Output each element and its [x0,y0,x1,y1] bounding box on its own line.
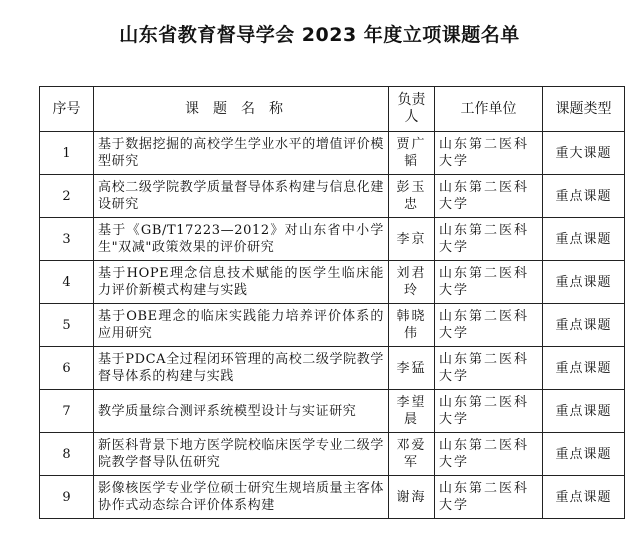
row-topic: 影像核医学专业学位硕士研究生规培质量主客体协作式动态综合评价体系构建 [94,476,389,519]
row-topic: 基于《GB/T17223—2012》对山东省中小学生"双减"政策效果的评价研究 [94,218,389,261]
table-row [40,476,625,519]
row-unit: 山东第二医科大学 [435,261,543,304]
row-topic: 教学质量综合测评系统模型设计与实证研究 [94,390,389,433]
row-category: 重点课题 [543,304,625,347]
table-header-row [40,87,625,132]
header-unit: 工作单位 [435,87,543,132]
row-unit: 山东第二医科大学 [435,390,543,433]
row-unit: 山东第二医科大学 [435,132,543,175]
row-unit: 山东第二医科大学 [435,476,543,519]
row-lead: 贾广韬 [389,132,435,175]
row-category: 重点课题 [543,175,625,218]
page-title: 山东省教育督导学会 2023 年度立项课题名单 [119,24,520,46]
row-category: 重点课题 [543,476,625,519]
row-no: 3 [40,218,94,261]
row-lead: 李望晨 [389,390,435,433]
table-row [40,261,625,304]
row-category: 重点课题 [543,218,625,261]
row-unit: 山东第二医科大学 [435,304,543,347]
row-unit: 山东第二医科大学 [435,347,543,390]
row-no: 8 [40,433,94,476]
row-topic: 高校二级学院教学质量督导体系构建与信息化建设研究 [94,175,389,218]
table-row [40,175,625,218]
row-lead: 李京 [389,218,435,261]
header-no: 序号 [40,87,94,132]
row-lead: 刘君玲 [389,261,435,304]
row-no: 2 [40,175,94,218]
row-category: 重大课题 [543,132,625,175]
row-topic: 基于OBE理念的临床实践能力培养评价体系的应用研究 [94,304,389,347]
row-topic: 基于数据挖掘的高校学生学业水平的增值评价模型研究 [94,132,389,175]
header-lead: 负责人 [389,87,435,132]
table-row [40,347,625,390]
row-no: 5 [40,304,94,347]
row-topic: 基于HOPE理念信息技术赋能的医学生临床能力评价新模式构建与实践 [94,261,389,304]
row-unit: 山东第二医科大学 [435,175,543,218]
row-category: 重点课题 [543,433,625,476]
row-topic: 新医科背景下地方医学院校临床医学专业二级学院教学督导队伍研究 [94,433,389,476]
row-no: 6 [40,347,94,390]
row-unit: 山东第二医科大学 [435,218,543,261]
row-no: 4 [40,261,94,304]
row-category: 重点课题 [543,390,625,433]
header-topic: 课题名称 [94,87,389,132]
row-no: 7 [40,390,94,433]
row-lead: 韩晓伟 [389,304,435,347]
row-category: 重点课题 [543,261,625,304]
row-topic: 基于PDCA全过程闭环管理的高校二级学院教学督导体系的构建与实践 [94,347,389,390]
table-row [40,132,625,175]
row-category: 重点课题 [543,347,625,390]
row-lead: 彭玉忠 [389,175,435,218]
table-row [40,390,625,433]
table-row [40,304,625,347]
row-unit: 山东第二医科大学 [435,433,543,476]
row-lead: 李猛 [389,347,435,390]
row-no: 9 [40,476,94,519]
row-lead: 谢海 [389,476,435,519]
project-list-table [39,86,625,519]
table-row [40,433,625,476]
row-lead: 邓爱军 [389,433,435,476]
header-category: 课题类型 [543,87,625,132]
table-row [40,218,625,261]
row-no: 1 [40,132,94,175]
